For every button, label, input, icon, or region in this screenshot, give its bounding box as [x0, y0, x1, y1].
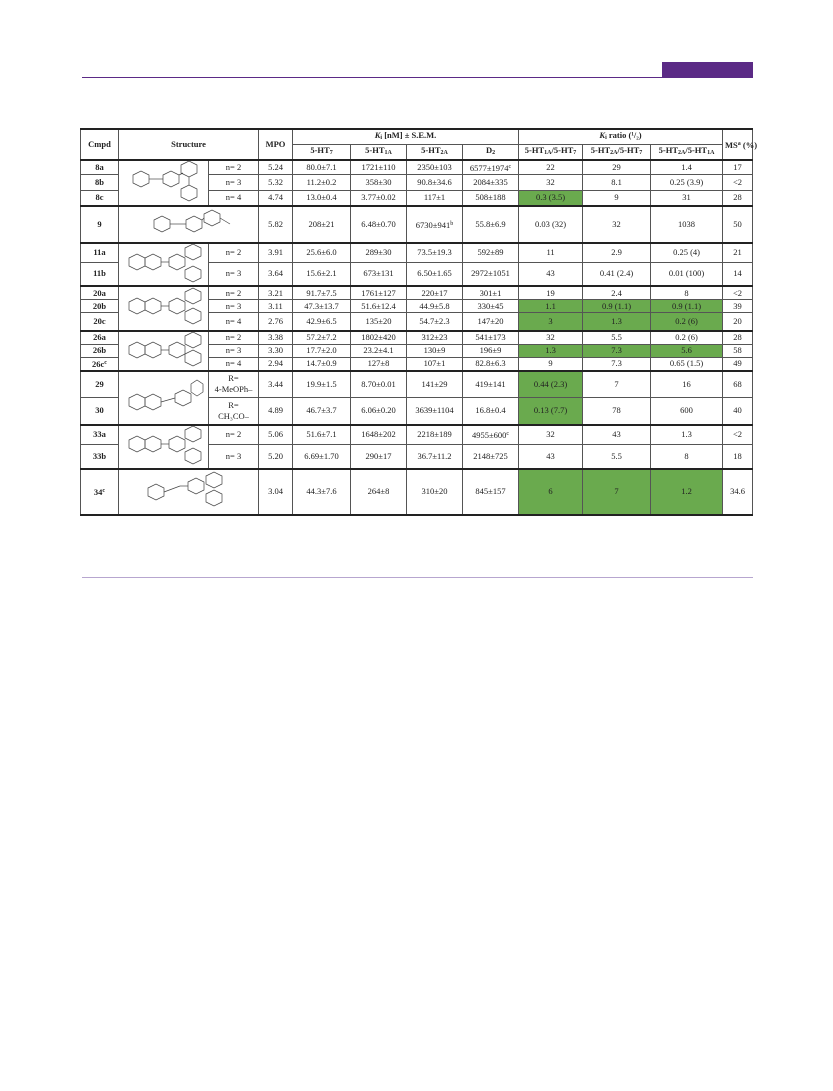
col-structure: Structure — [119, 129, 259, 160]
ratio-cell: 0.2 (6) — [651, 331, 723, 345]
n-cell: n= 4 — [209, 190, 259, 206]
value-cell: 2350±103 — [407, 160, 463, 175]
ratio-cell: 0.65 (1.5) — [651, 357, 723, 371]
molecule-icon — [123, 428, 205, 466]
ratio-cell: 9 — [583, 190, 651, 206]
ratio-cell: 32 — [519, 175, 583, 191]
ratio-cell: 43 — [519, 262, 583, 286]
structure-image — [119, 286, 209, 331]
header-tab — [662, 62, 753, 78]
ms-cell: 49 — [723, 357, 753, 371]
mpo-cell: 5.20 — [259, 445, 293, 469]
ratio-cell: 32 — [583, 206, 651, 243]
value-cell: 91.7±7.5 — [293, 286, 351, 300]
n-cell: n= 4 — [209, 313, 259, 331]
ratio-cell-highlight: 7 — [583, 469, 651, 515]
mpo-cell: 5.32 — [259, 175, 293, 191]
value-cell: 1721±110 — [351, 160, 407, 175]
ratio-cell: 8.1 — [583, 175, 651, 191]
ms-cell: 17 — [723, 160, 753, 175]
value-cell: 90.8±34.6 — [407, 175, 463, 191]
structure-image — [119, 371, 209, 425]
value-cell: 11.2±0.2 — [293, 175, 351, 191]
mpo-cell: 3.64 — [259, 262, 293, 286]
ms-cell: 40 — [723, 398, 753, 425]
value-cell: 82.8±6.3 — [463, 357, 519, 371]
cmpd-cell: 11b — [81, 262, 119, 286]
value-cell: 8.70±0.01 — [351, 371, 407, 398]
ms-cell: 20 — [723, 313, 753, 331]
value-cell: 419±141 — [463, 371, 519, 398]
ratio-cell-highlight: 1.1 — [519, 300, 583, 313]
r-cell: R= 4-MeOPh– — [209, 371, 259, 398]
value-cell: 508±188 — [463, 190, 519, 206]
header-rule — [82, 77, 753, 78]
ms-cell: 28 — [723, 190, 753, 206]
value-cell: 3639±1104 — [407, 398, 463, 425]
cmpd-cell: 8c — [81, 190, 119, 206]
value-cell: 196±9 — [463, 344, 519, 357]
ms-cell: <2 — [723, 286, 753, 300]
cmpd-cell: 30 — [81, 398, 119, 425]
value-cell: 301±1 — [463, 286, 519, 300]
value-cell: $4955\pm 600^c$ — [463, 425, 519, 445]
mpo-cell: 3.38 — [259, 331, 293, 345]
ratio-cell: 8 — [651, 445, 723, 469]
value-cell: 36.7±11.2 — [407, 445, 463, 469]
mpo-cell: 5.24 — [259, 160, 293, 175]
cmpd-cell: 8a — [81, 160, 119, 175]
col-ms: $MS^a$ (%) — [723, 129, 753, 160]
table-row — [81, 425, 753, 445]
ratio-cell-highlight: 0.9 (1.1) — [583, 300, 651, 313]
ratio-cell: 0.41 (2.4) — [583, 262, 651, 286]
ratio-cell-highlight: 0.3 (3.5) — [519, 190, 583, 206]
n-cell: n= 2 — [209, 425, 259, 445]
value-cell: 55.8±6.9 — [463, 206, 519, 243]
value-cell: 312±23 — [407, 331, 463, 345]
ms-cell: <2 — [723, 175, 753, 191]
value-cell: 310±20 — [407, 469, 463, 515]
cmpd-cell: 11a — [81, 243, 119, 262]
cmpd-cell: 20b — [81, 300, 119, 313]
structure-image — [119, 160, 209, 206]
table-row — [81, 243, 753, 262]
ratio-cell: 1038 — [651, 206, 723, 243]
value-cell: 57.2±7.2 — [293, 331, 351, 345]
cmpd-cell: 33a — [81, 425, 119, 445]
molecule-icon — [123, 290, 205, 326]
n-cell: n= 4 — [209, 357, 259, 371]
mpo-cell: 3.21 — [259, 286, 293, 300]
cmpd-cell: 20c — [81, 313, 119, 331]
cmpd-cell: 20a — [81, 286, 119, 300]
ratio-cell-highlight: 0.13 (7.7) — [519, 398, 583, 425]
ratio-cell: 600 — [651, 398, 723, 425]
results-table — [80, 128, 758, 516]
value-cell: 673±131 — [351, 262, 407, 286]
value-cell: 289±30 — [351, 243, 407, 262]
value-cell: 147±20 — [463, 313, 519, 331]
ratio-cell: 32 — [519, 331, 583, 345]
ratio-cell: 5.5 — [583, 445, 651, 469]
value-cell: 6.69±1.70 — [293, 445, 351, 469]
n-cell: n= 3 — [209, 445, 259, 469]
value-cell: 51.6±12.4 — [351, 300, 407, 313]
value-cell: 290±17 — [351, 445, 407, 469]
n-cell: n= 3 — [209, 300, 259, 313]
value-cell: 6.06±0.20 — [351, 398, 407, 425]
value-cell: 2218±189 — [407, 425, 463, 445]
mpo-cell: 4.89 — [259, 398, 293, 425]
value-cell: 19.9±1.5 — [293, 371, 351, 398]
ratio-cell: 0.01 (100) — [651, 262, 723, 286]
ratio-cell-highlight: 1.3 — [519, 344, 583, 357]
value-cell: 107±1 — [407, 357, 463, 371]
ratio-cell: 1.4 — [651, 160, 723, 175]
ratio-cell-highlight: 1.3 — [583, 313, 651, 331]
mpo-cell: 3.44 — [259, 371, 293, 398]
mpo-cell: 3.11 — [259, 300, 293, 313]
ratio-cell-highlight: 0.44 (2.3) — [519, 371, 583, 398]
ratio-cell: 1.3 — [651, 425, 723, 445]
value-cell: 73.5±19.3 — [407, 243, 463, 262]
table-row — [81, 206, 753, 243]
structure-image — [119, 469, 259, 515]
structure-image — [119, 243, 209, 286]
n-cell: n= 2 — [209, 160, 259, 175]
value-cell: 23.2±4.1 — [351, 344, 407, 357]
ms-cell: 34.6 — [723, 469, 753, 515]
value-cell: 6.50±1.65 — [407, 262, 463, 286]
ratio-cell-highlight: 5.6 — [651, 344, 723, 357]
value-cell: 17.7±2.0 — [293, 344, 351, 357]
ratio-cell: 22 — [519, 160, 583, 175]
ratio-cell: 5.5 — [583, 331, 651, 345]
cmpd-cell: 33b — [81, 445, 119, 469]
footer-rule — [82, 577, 753, 578]
cmpd-cell: 26a — [81, 331, 119, 345]
mpo-cell: 2.76 — [259, 313, 293, 331]
col-ht2a: $5-HT_{2A}$ — [407, 145, 463, 161]
value-cell: 6.48±0.70 — [351, 206, 407, 243]
ratio-cell: 16 — [651, 371, 723, 398]
ratio-cell-highlight: 1.2 — [651, 469, 723, 515]
value-cell: 127±8 — [351, 357, 407, 371]
table-row — [81, 286, 753, 300]
ms-cell: 28 — [723, 331, 753, 345]
col-ratio-2: $5-HT_{2A}/5-HT_7$ — [583, 145, 651, 161]
n-cell: n= 2 — [209, 286, 259, 300]
value-cell: 14.7±0.9 — [293, 357, 351, 371]
ms-cell: <2 — [723, 425, 753, 445]
value-cell: 330±45 — [463, 300, 519, 313]
value-cell: 3.77±0.02 — [351, 190, 407, 206]
value-cell: 51.6±7.1 — [293, 425, 351, 445]
cmpd-cell: 29 — [81, 371, 119, 398]
value-cell: 541±173 — [463, 331, 519, 345]
ms-cell: 50 — [723, 206, 753, 243]
value-cell: 42.9±6.5 — [293, 313, 351, 331]
molecule-icon — [123, 334, 205, 368]
col-d2: $D_2$ — [463, 145, 519, 161]
ms-cell: 58 — [723, 344, 753, 357]
ratio-cell: 32 — [519, 425, 583, 445]
ratio-cell-highlight: 6 — [519, 469, 583, 515]
value-cell: $6730\pm 941^b$ — [407, 206, 463, 243]
cmpd-cell: 9 — [81, 206, 119, 243]
molecule-icon — [123, 376, 205, 420]
table-row — [81, 331, 753, 345]
value-cell: 2972±1051 — [463, 262, 519, 286]
value-cell: 592±89 — [463, 243, 519, 262]
value-cell: 358±30 — [351, 175, 407, 191]
structure-image — [119, 425, 209, 469]
n-cell: n= 3 — [209, 175, 259, 191]
value-cell: 1761±127 — [351, 286, 407, 300]
mpo-cell: 3.04 — [259, 469, 293, 515]
value-cell: 54.7±2.3 — [407, 313, 463, 331]
value-cell: 80.0±7.1 — [293, 160, 351, 175]
ratio-cell: 43 — [583, 425, 651, 445]
value-cell: 13.0±0.4 — [293, 190, 351, 206]
col-ratio-3: $5-HT_{2A}/5-HT_{1A}$ — [651, 145, 723, 161]
molecule-icon — [123, 161, 205, 205]
mpo-cell: 5.06 — [259, 425, 293, 445]
molecule-icon — [134, 210, 244, 240]
value-cell: 15.6±2.1 — [293, 262, 351, 286]
ratio-cell-highlight: 0.9 (1.1) — [651, 300, 723, 313]
value-cell: 1802±420 — [351, 331, 407, 345]
ratio-cell-highlight: 3 — [519, 313, 583, 331]
col-cmpd: Cmpd — [81, 129, 119, 160]
col-ht1a: $5-HT_{1A}$ — [351, 145, 407, 161]
value-cell: 16.8±0.4 — [463, 398, 519, 425]
table-row — [81, 371, 753, 398]
ratio-cell: 2.9 — [583, 243, 651, 262]
col-group-ratio: $K_i$ ratio (¹/₂) — [519, 129, 723, 145]
mpo-cell: 3.91 — [259, 243, 293, 262]
table-row — [81, 160, 753, 175]
ratio-cell: 31 — [651, 190, 723, 206]
value-cell: 135±20 — [351, 313, 407, 331]
n-cell: n= 2 — [209, 243, 259, 262]
value-cell: 1648±202 — [351, 425, 407, 445]
mpo-cell: 3.30 — [259, 344, 293, 357]
table-row — [81, 469, 753, 515]
structure-image — [119, 206, 259, 243]
ratio-cell: 11 — [519, 243, 583, 262]
value-cell: $6577\pm 1974^c$ — [463, 160, 519, 175]
ratio-cell: 78 — [583, 398, 651, 425]
value-cell: 264±8 — [351, 469, 407, 515]
value-cell: 220±17 — [407, 286, 463, 300]
mpo-cell: 4.74 — [259, 190, 293, 206]
value-cell: 130±9 — [407, 344, 463, 357]
ratio-cell: 7.3 — [583, 357, 651, 371]
ratio-cell-highlight: 7.3 — [583, 344, 651, 357]
ratio-cell-highlight: 0.2 (6) — [651, 313, 723, 331]
value-cell: 46.7±3.7 — [293, 398, 351, 425]
ratio-cell: 0.25 (4) — [651, 243, 723, 262]
mpo-cell: 2.94 — [259, 357, 293, 371]
value-cell: 47.3±13.7 — [293, 300, 351, 313]
ratio-cell: 8 — [651, 286, 723, 300]
col-ratio-1: $5-HT_{1A}/5-HT_7$ — [519, 145, 583, 161]
ms-cell: 39 — [723, 300, 753, 313]
ratio-cell: 2.4 — [583, 286, 651, 300]
ms-cell: 14 — [723, 262, 753, 286]
value-cell: 208±21 — [293, 206, 351, 243]
cmpd-cell: 8b — [81, 175, 119, 191]
ratio-cell: 19 — [519, 286, 583, 300]
ratio-cell: 43 — [519, 445, 583, 469]
ratio-cell: 0.25 (3.9) — [651, 175, 723, 191]
col-mpo: MPO — [259, 129, 293, 160]
value-cell: 44.9±5.8 — [407, 300, 463, 313]
cmpd-cell: 26b — [81, 344, 119, 357]
cmpd-cell: 34$^c$ — [81, 469, 119, 515]
value-cell: 2084±335 — [463, 175, 519, 191]
ratio-cell: 7 — [583, 371, 651, 398]
n-cell: n= 3 — [209, 344, 259, 357]
value-cell: 845±157 — [463, 469, 519, 515]
structure-image — [119, 331, 209, 371]
value-cell: 117±1 — [407, 190, 463, 206]
mpo-cell: 5.82 — [259, 206, 293, 243]
value-cell: 25.6±6.0 — [293, 243, 351, 262]
value-cell: 2148±725 — [463, 445, 519, 469]
molecule-icon — [134, 472, 244, 512]
ratio-cell: 29 — [583, 160, 651, 175]
ratio-cell: 0.03 (32) — [519, 206, 583, 243]
n-cell: n= 2 — [209, 331, 259, 345]
ms-cell: 21 — [723, 243, 753, 262]
cmpd-cell: $26c^c$ — [81, 357, 119, 371]
header-row-1 — [81, 129, 753, 145]
col-group-ki: $K_i$ [nM] ± S.E.M. — [293, 129, 519, 145]
ratio-cell: 9 — [519, 357, 583, 371]
molecule-icon — [123, 246, 205, 284]
ms-cell: 68 — [723, 371, 753, 398]
n-cell: n= 3 — [209, 262, 259, 286]
value-cell: 44.3±7.6 — [293, 469, 351, 515]
value-cell: 141±29 — [407, 371, 463, 398]
r-cell: R= CH₃CO– — [209, 398, 259, 425]
ms-cell: 18 — [723, 445, 753, 469]
col-ht7: $5-HT_7$ — [293, 145, 351, 161]
